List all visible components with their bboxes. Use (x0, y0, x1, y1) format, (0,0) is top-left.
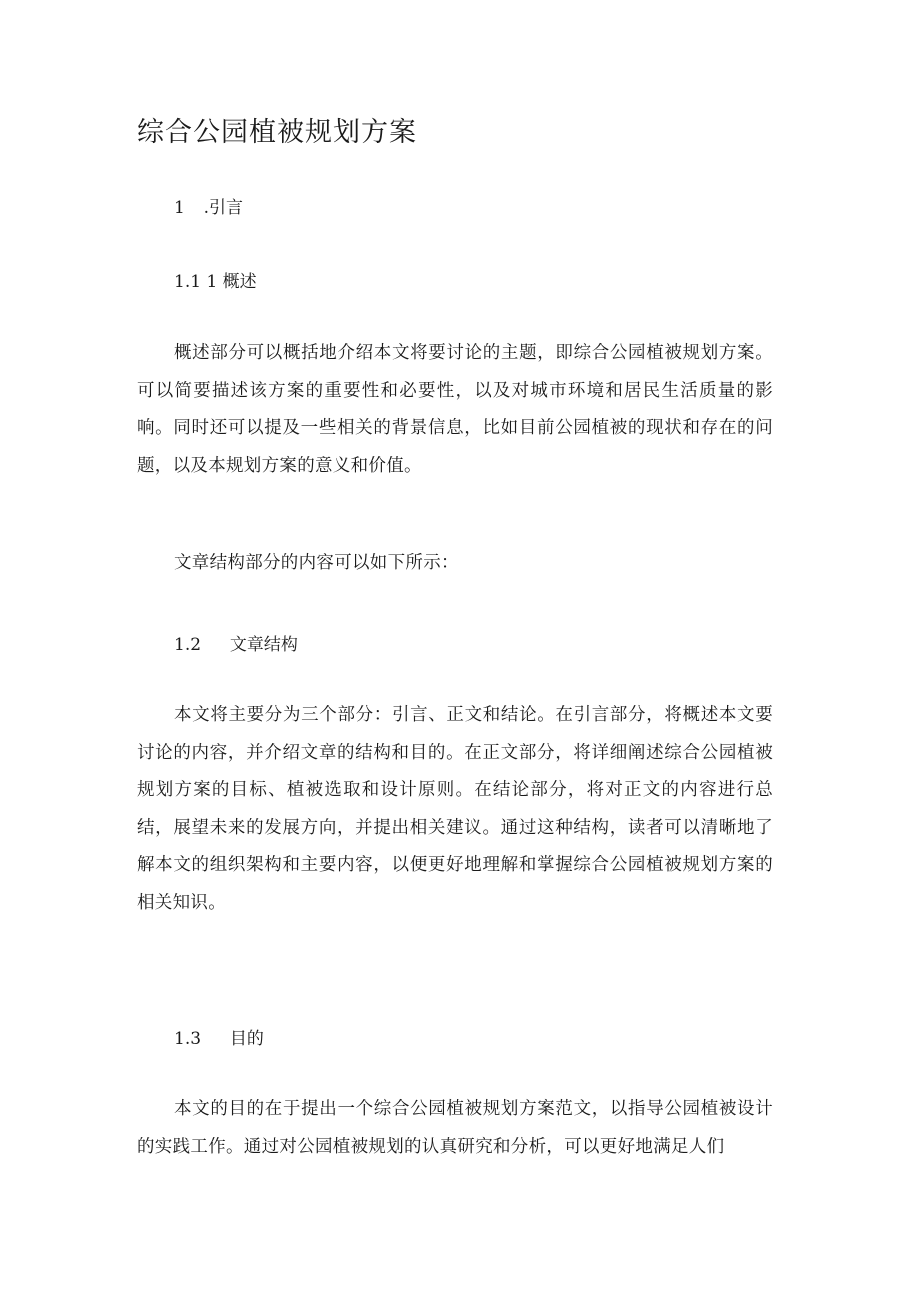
section-number: 1 (174, 198, 185, 218)
paragraph-purpose: 本文的目的在于提出一个综合公园植被规划方案范文，以指导公园植被设计的实践工作。通过对公园植被规划的认真研究和分析，可以更好地满足人们 (137, 1099, 773, 1157)
section-heading-intro (174, 193, 243, 218)
paragraph-overview: 概述部分可以概括地介绍本文将要讨论的主题，即综合公园植被规划方案。可以简要描述该方案的重要性和必要性，以及对城市环境和居民生活质量的影响。同时还可以提及一些相关的背景信息，比如目前公园植被的现状和存在的问题，以及本规划方案的意义和价值。 (137, 343, 773, 476)
section-heading-purpose (174, 1024, 264, 1049)
section-heading-overview (174, 267, 257, 292)
section-heading-structure (174, 630, 298, 655)
section-title: 目的 (229, 1029, 264, 1049)
document-title: 综合公园植被规划方案 (137, 117, 417, 148)
section-number: 1.1 1 (174, 272, 218, 292)
section-number: 1.3 (174, 1029, 202, 1049)
section-title: .引言 (203, 198, 244, 218)
section-title: 概述 (222, 272, 257, 292)
paragraph-structure: 本文将主要分为三个部分：引言、正文和结论。在引言部分，将概述本文要讨论的内容，并介绍文章的结构和目的。在正文部分，将详细阐述综合公园植被规划方案的目标、植被选取和设计原则。在结论部分，将对正文的内容进行总结，展望未来的发展方向，并提出相关建议。通过这种结构，读者可以清晰地了解本文的组织架构和主要内容，以便更好地理解和掌握综合公园植被规划方案的相关知识。 (137, 705, 773, 913)
section-number: 1.2 (174, 635, 202, 655)
paragraph-structure-intro: 文章结构部分的内容可以如下所示： (174, 553, 459, 573)
section-title: 文章结构 (229, 635, 298, 655)
